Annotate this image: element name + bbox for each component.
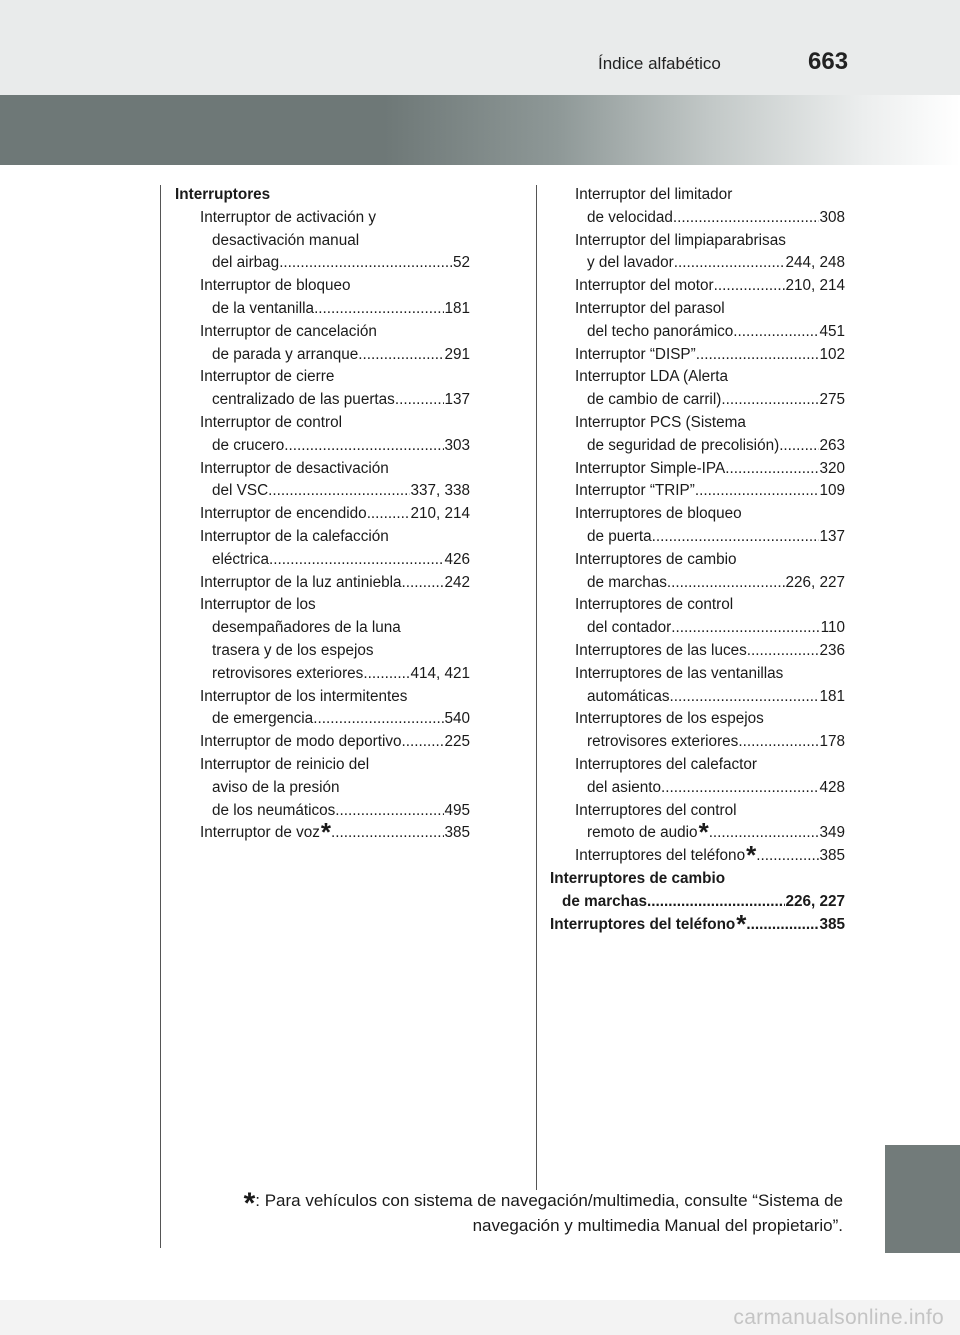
index-entry-label: de emergencia xyxy=(212,710,314,728)
dot-leader xyxy=(721,389,819,412)
index-entry xyxy=(175,754,470,777)
index-entry-label: Interruptor de la calefacción xyxy=(200,527,389,545)
index-entry xyxy=(550,868,845,891)
index-entry-label: de parada y arranque xyxy=(212,345,359,363)
index-entry xyxy=(175,572,470,595)
index-entry-page: 226, 227 xyxy=(785,892,845,910)
index-entry: Interruptores del teléfono * ..... 385 xyxy=(550,914,845,937)
index-entry xyxy=(550,230,845,253)
index-entry-page: 451 xyxy=(819,322,845,340)
dot-leader xyxy=(363,663,410,686)
index-entry-page: 385 xyxy=(444,824,470,842)
index-entry xyxy=(175,458,470,481)
dot-leader xyxy=(669,686,819,709)
index-entry-label: Interruptor de desactivación xyxy=(200,459,389,477)
index-entry-page: 337, 338 xyxy=(410,482,470,500)
index-entry-label: Interruptores del teléfono xyxy=(550,915,736,933)
dot-leader xyxy=(671,617,820,640)
dot-leader xyxy=(725,458,819,481)
index-column-left xyxy=(175,184,470,848)
index-entry-label: centralizado de las puertas xyxy=(212,391,395,409)
index-entry-label: y del lavador xyxy=(587,254,674,272)
dot-leader xyxy=(367,503,411,526)
dot-leader xyxy=(335,800,444,823)
index-entry xyxy=(550,435,845,458)
index-entry-label: Interruptor del parasol xyxy=(575,299,725,317)
index-entry-page: 414, 421 xyxy=(410,664,470,682)
index-entry xyxy=(550,891,845,914)
index-entry-label: desempañadores de la luna xyxy=(212,619,401,637)
dot-leader xyxy=(313,708,444,731)
index-entry xyxy=(175,731,470,754)
index-entry-page: 349 xyxy=(819,824,845,842)
index-entry xyxy=(550,480,845,503)
index-entry-label: Interruptor de voz xyxy=(200,824,320,842)
index-entry-page: 102 xyxy=(819,345,845,363)
dot-leader xyxy=(674,252,786,275)
index-entry-label: Interruptor de bloqueo xyxy=(200,277,351,295)
watermark-text: carmanualsonline.info xyxy=(733,1306,944,1329)
index-entry-label: automáticas xyxy=(587,687,670,705)
index-entry-label: Interruptores de las luces xyxy=(575,641,747,659)
index-entry xyxy=(175,640,470,663)
dot-leader xyxy=(279,252,453,275)
index-entry-label: Interruptor de la luz antiniebla xyxy=(200,573,402,591)
index-entry-page: 210, 214 xyxy=(785,277,845,295)
dot-leader xyxy=(314,298,444,321)
dot-leader xyxy=(733,321,819,344)
dot-leader xyxy=(714,275,786,298)
index-entry xyxy=(175,184,470,207)
index-entry-page: 275 xyxy=(819,391,845,409)
index-entry xyxy=(175,686,470,709)
index-entry xyxy=(175,389,470,412)
column-divider xyxy=(536,185,537,1190)
dot-leader xyxy=(268,480,410,503)
index-entry-label: Interruptor LDA (Alerta xyxy=(575,368,729,386)
dot-leader xyxy=(358,344,444,367)
index-entry xyxy=(550,366,845,389)
left-rule xyxy=(160,185,161,1248)
index-entry-label: Interruptor de control xyxy=(200,413,342,431)
index-entry-page: 263 xyxy=(819,436,845,454)
dot-leader xyxy=(779,435,819,458)
index-entry-label: Interruptores de control xyxy=(575,596,734,614)
dot-leader xyxy=(652,526,820,549)
dot-leader xyxy=(661,777,819,800)
dot-leader xyxy=(331,822,444,845)
index-entry xyxy=(550,207,845,230)
index-entry-label: Interruptor de los xyxy=(200,596,316,614)
index-entry xyxy=(175,412,470,435)
chapter-tab xyxy=(885,1145,960,1253)
index-entry-page: 178 xyxy=(819,733,845,751)
dot-leader xyxy=(746,914,819,937)
index-entry-label: aviso de la presión xyxy=(212,778,340,796)
index-entry xyxy=(175,252,470,275)
dot-leader xyxy=(402,731,445,754)
index-entry xyxy=(550,389,845,412)
index-entry: Interruptores del teléfono * ..... 385 xyxy=(550,845,845,868)
index-entry-page: 137 xyxy=(444,391,470,409)
index-entry xyxy=(550,298,845,321)
index-entry xyxy=(550,549,845,572)
index-entry xyxy=(175,298,470,321)
index-entry-label: Interruptor de cancelación xyxy=(200,322,377,340)
index-entry-label: Interruptor del motor xyxy=(575,277,714,295)
index-entry xyxy=(550,344,845,367)
index-entry xyxy=(550,458,845,481)
index-entry xyxy=(550,184,845,207)
index-entry xyxy=(175,777,470,800)
index-entry-label: de seguridad de precolisión) xyxy=(587,436,780,454)
footnote-asterisk: * xyxy=(243,1187,256,1220)
index-entry-label: desactivación manual xyxy=(212,231,360,249)
index-entry-page: 320 xyxy=(819,459,845,477)
footnote xyxy=(198,1188,843,1238)
index-entry-page: 291 xyxy=(444,345,470,363)
index-entry-label: Interruptores de cambio xyxy=(550,869,726,887)
index-entry-label: retrovisores exteriores xyxy=(212,664,364,682)
dot-leader xyxy=(269,549,445,572)
index-entry-label: Interruptores del calefactor xyxy=(575,755,757,773)
index-entry-page: 242 xyxy=(444,573,470,591)
index-entry-label: Interruptores del control xyxy=(575,801,737,819)
index-entry xyxy=(550,321,845,344)
index-entry-page: 428 xyxy=(819,778,845,796)
index-entry-label: Interruptor de cierre xyxy=(200,368,335,386)
index-entry-label: de puerta xyxy=(587,527,652,545)
dot-leader xyxy=(402,572,445,595)
index-entry xyxy=(550,686,845,709)
index-entry-label: Interruptor de reinicio del xyxy=(200,755,370,773)
index-entry-label: Interruptores xyxy=(175,186,271,203)
index-entry-label: trasera y de los espejos xyxy=(212,641,374,659)
header-band xyxy=(0,95,960,165)
index-entry xyxy=(550,412,845,435)
index-entry xyxy=(175,526,470,549)
page-number: 663 xyxy=(808,48,849,75)
index-entry-page: 226, 227 xyxy=(785,573,845,591)
index-entry-label: Interruptores de bloqueo xyxy=(575,505,742,523)
index-entry-label: Interruptores del teléfono xyxy=(575,847,746,865)
index-entry-label: Interruptores de cambio xyxy=(575,550,737,568)
section-title: Índice alfabético xyxy=(598,54,721,73)
index-entry-label: de marchas xyxy=(587,573,667,591)
index-entry-page: 244, 248 xyxy=(785,254,845,272)
index-entry: Interruptor de voz * ..... 385 xyxy=(175,822,470,845)
index-entry-page: 303 xyxy=(444,436,470,454)
index-entry xyxy=(550,754,845,777)
index-column-right xyxy=(550,184,845,939)
index-entry-label: Interruptor del limitador xyxy=(575,186,733,203)
index-entry-label: del airbag xyxy=(212,254,280,272)
index-entry-page: 308 xyxy=(819,208,845,226)
index-entry-label: Interruptores de las ventanillas xyxy=(575,664,784,682)
index-entry-label: de la ventanilla xyxy=(212,299,315,317)
index-entry-page: 495 xyxy=(444,801,470,819)
index-entry xyxy=(175,435,470,458)
dot-leader xyxy=(738,731,819,754)
index-entry-label: Interruptor de modo deportivo xyxy=(200,733,402,751)
index-entry xyxy=(175,708,470,731)
index-entry xyxy=(175,321,470,344)
index-entry-label: de los neumáticos xyxy=(212,801,336,819)
dot-leader xyxy=(695,480,820,503)
index-entry-label: Interruptor de activación y xyxy=(200,208,377,226)
index-entry xyxy=(175,594,470,617)
index-entry xyxy=(175,366,470,389)
index-entry xyxy=(175,275,470,298)
index-entry xyxy=(550,663,845,686)
index-entry xyxy=(550,640,845,663)
dot-leader xyxy=(709,822,820,845)
index-entry-label: Interruptor Simple-IPA xyxy=(575,459,726,477)
index-entry-label: de marchas xyxy=(562,892,648,910)
dot-leader xyxy=(673,207,820,230)
index-entry xyxy=(175,344,470,367)
index-entry-page: 110 xyxy=(820,619,845,637)
dot-leader xyxy=(667,572,786,595)
index-entry-page: 181 xyxy=(444,299,470,317)
index-entry-label: Interruptor PCS (Sistema xyxy=(575,413,746,431)
index-entry-label: Interruptor “TRIP” xyxy=(575,482,695,500)
index-entry xyxy=(175,480,470,503)
index-entry xyxy=(175,207,470,230)
dot-leader xyxy=(647,891,785,914)
index-entry xyxy=(550,708,845,731)
index-entry xyxy=(175,230,470,253)
index-entry xyxy=(550,617,845,640)
index-entry xyxy=(550,594,845,617)
dot-leader xyxy=(696,344,820,367)
index-entry-label: de velocidad xyxy=(587,208,673,226)
index-entry-page: 540 xyxy=(444,710,470,728)
index-entry xyxy=(550,526,845,549)
index-entry-label: Interruptor “DISP” xyxy=(575,345,696,363)
index-entry-label: del contador xyxy=(587,619,672,637)
index-entry-label: del techo panorámico xyxy=(587,322,734,340)
dot-leader xyxy=(284,435,444,458)
index-entry xyxy=(550,275,845,298)
index-entry xyxy=(175,549,470,572)
index-entry-page: 181 xyxy=(819,687,845,705)
dot-leader xyxy=(756,845,819,868)
index-entry xyxy=(550,777,845,800)
footnote-text: : Para vehículos con sistema de navegación/multimedia, consulte “Sistema de navegación y multimedia Manual del propietario”. xyxy=(255,1191,843,1235)
index-entry-label: Interruptor de los intermitentes xyxy=(200,687,408,705)
index-entry-label: retrovisores exteriores xyxy=(587,733,739,751)
index-entry xyxy=(550,503,845,526)
index-entry xyxy=(550,800,845,823)
index-entry-page: 52 xyxy=(452,254,470,272)
dot-leader xyxy=(747,640,820,663)
index-entry-label: del asiento xyxy=(587,778,661,796)
index-entry-page: 236 xyxy=(819,641,845,659)
index-entry xyxy=(175,617,470,640)
index-entry-page: 109 xyxy=(819,482,845,500)
index-entry-label: Interruptor de encendido xyxy=(200,505,367,523)
index-entry xyxy=(550,252,845,275)
index-entry-label: remoto de audio xyxy=(587,824,698,842)
index-entry-page: 426 xyxy=(444,550,470,568)
index-entry xyxy=(550,572,845,595)
index-entry-label: de cambio de carril) xyxy=(587,391,722,409)
index-entry xyxy=(175,663,470,686)
index-entry-label: del VSC xyxy=(212,482,269,500)
index-entry-page: 225 xyxy=(444,733,470,751)
index-entry-label: Interruptor del limpiaparabrisas xyxy=(575,231,786,249)
index-entry-page: 385 xyxy=(819,847,845,865)
index-entry: remoto de audio * ..... 349 xyxy=(550,822,845,845)
index-entry xyxy=(175,503,470,526)
index-entry-label: de crucero xyxy=(212,436,285,454)
index-entry-page: 210, 214 xyxy=(410,505,470,523)
index-entry xyxy=(550,731,845,754)
index-entry-page: 385 xyxy=(819,915,845,933)
index-entry-label: eléctrica xyxy=(212,550,269,568)
dot-leader xyxy=(395,389,445,412)
index-entry-label: Interruptores de los espejos xyxy=(575,710,764,728)
index-entry-page: 137 xyxy=(819,527,845,545)
